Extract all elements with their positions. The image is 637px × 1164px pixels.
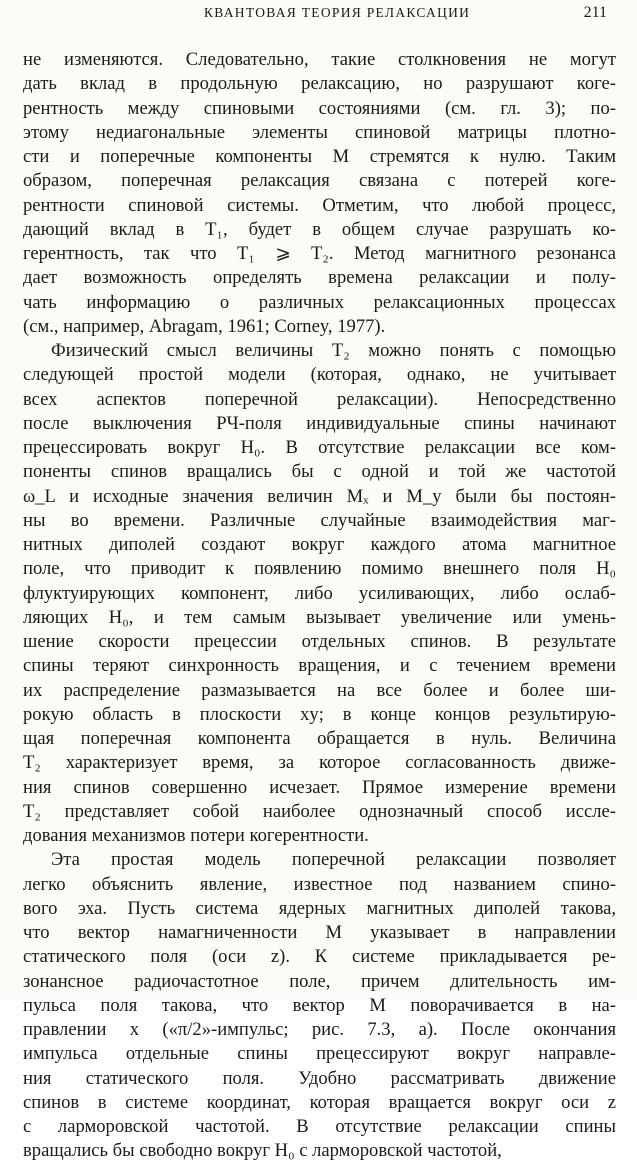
text-line: дать вклад в продольную релаксацию, но разрушают коге- xyxy=(23,73,616,95)
text-line: дает возможность определять времена релаксации и полу- xyxy=(23,267,616,289)
text-line: этому недиагональные элементы спиновой матрицы плотно- xyxy=(23,121,616,143)
text-line: ния статического поля. Удобно рассматривать движение xyxy=(23,1067,616,1089)
text-line: дающий вклад в T₁, будет в общем случае разрушать ко- xyxy=(23,218,616,240)
text-line: статического поля (оси z). К системе прикладывается ре- xyxy=(23,946,616,968)
running-header xyxy=(24,5,613,27)
text-line: зонансное радиочастотное поле, причем длительность им- xyxy=(23,970,616,992)
text-line: ны во времени. Различные случайные взаимодействия маг- xyxy=(23,509,616,531)
text-line: поле, что приводит к появлению помимо внешнего поля H₀ xyxy=(23,558,616,580)
text-line: вращались бы свободно вокруг H₀ с ларморовской частотой, xyxy=(23,1140,502,1162)
text-line: импульса отдельные спины прецессируют вокруг направле- xyxy=(23,1043,616,1065)
text-line: всех аспектов поперечной релаксации). Непосредственно xyxy=(23,388,616,410)
text-line: сти и поперечные компоненты M стремятся к нулю. Таким xyxy=(23,146,616,167)
text-line: ния спинов совершенно исчезает. Прямое измерение времени xyxy=(23,776,616,798)
text-line: после выключения РЧ-поля индивидуальные спины начинают xyxy=(23,412,616,434)
text-line: дования механизмов потери когерентности. xyxy=(23,825,369,846)
text-line: T₂ характеризует время, за которое согласованность движе- xyxy=(23,752,616,774)
text-line: (см., например, Abragam, 1961; Corney, 1977). xyxy=(23,315,386,337)
text-line: пульса поля такова, что вектор M поворачивается в на- xyxy=(23,994,616,1016)
text-line: рентности спиновой системы. Отметим, что любой процесс, xyxy=(23,194,616,216)
text-line: ω_L и исходные значения величин Mₓ и M_y были бы постоян- xyxy=(23,485,616,507)
text-line: щая поперечная компонента обращается в нуль. Величина xyxy=(23,728,616,749)
body-text xyxy=(23,48,616,1164)
running-title: КВАНТОВАЯ ТЕОРИЯ РЕЛАКСАЦИИ xyxy=(204,5,471,20)
page-number: 211 xyxy=(583,4,607,21)
text-line: вого эха. Пусть система ядерных магнитных диполей такова, xyxy=(23,897,616,919)
text-line: Физический смысл величины T₂ можно понять с помощью xyxy=(51,340,616,361)
text-line: следующей простой модели (которая, однако, не учитывает xyxy=(23,364,616,386)
paragraph xyxy=(23,48,616,339)
text-line: нитных диполей создают вокруг каждого атома магнитное xyxy=(23,534,616,555)
paragraph xyxy=(23,848,616,1163)
text-line: правлении x («π/2»-импульс; рис. 7.3, a). После окончания xyxy=(23,1019,616,1040)
text-line: рокую область в плоскости xy; в конце концов результирую- xyxy=(23,703,616,725)
text-line: рентность между спиновыми состояниями (см. гл. 3); по- xyxy=(23,97,616,119)
text-line: шение скорости прецессии отдельных спинов. В результате xyxy=(23,631,616,652)
text-line: чать информацию о различных релаксационных процессах xyxy=(23,291,616,313)
text-line: спины теряют синхронность вращения, и с течением времени xyxy=(23,655,616,677)
text-line: спинов в системе координат, которая вращается вокруг оси z xyxy=(23,1091,616,1113)
text-line: флуктуирующих компонент, либо усиливающих, либо ослаб- xyxy=(23,582,616,604)
text-line: образом, поперечная релаксация связана с потерей коге- xyxy=(23,170,616,192)
text-line: с ларморовской частотой. В отсутствие релаксации спины xyxy=(23,1116,616,1137)
text-line: что вектор намагниченности M указывает в направлении xyxy=(23,922,616,943)
text-line: Эта простая модель поперечной релаксации позволяет xyxy=(51,849,616,871)
text-line: не изменяются. Следовательно, такие столкновения не могут xyxy=(23,49,616,70)
text-line: ляющих H₀, и тем самым вызывает увеличение или умень- xyxy=(23,606,616,628)
text-line: легко объяснить явление, известное под названием спино- xyxy=(23,873,616,895)
paragraph xyxy=(23,339,616,848)
text-line: герентность, так что T₁ ⩾ T₂. Метод магнитного резонанса xyxy=(23,243,616,264)
text-line: T₂ представляет собой наиболее однозначный способ иссле- xyxy=(23,800,616,822)
text-line: поненты спинов вращались бы с одной и той же частотой xyxy=(23,461,616,483)
text-line: их распределение размазывается на все более и более ши- xyxy=(23,679,616,701)
text-line: прецессировать вокруг H₀. В отсутствие релаксации все ком- xyxy=(23,437,616,458)
